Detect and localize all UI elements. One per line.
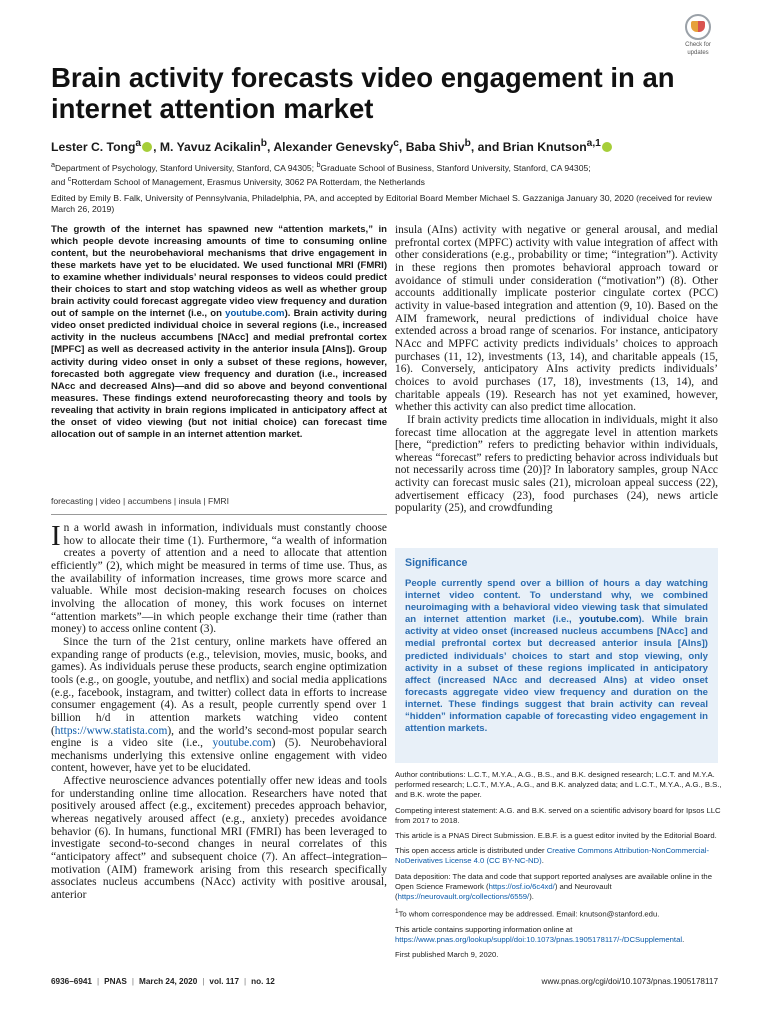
body-paragraph: insula (AIns) activity with negative or general arousal, and medial prefrontal cortex (MPFC) activity with value integration of affect with other considerations (e.g., probability or time; “integration”). Activity in these regions then promotes behavioral approach toward or avoidance of stimuli under consideration (“motivation”) (8). Other accounts additionally implicate posterior cingulate cortex (PCC) activity in value-based integration and attention (9, 10). Based on the AIM framework, neural predictions of individual choice have extended across a broad range of scenarios. For instance, anticipatory NAcc and MPFC activity predicts individuals’ choices to approach purchases (11, 12), investments (13, 14), and charitable appeals (15, 16). Conversely, anticipatory AIns activity predicts individuals’ choices to avoid purchases (17, 18), investments (13, 14), and charitable appeals (19). Research has not yet examined, however, whether this activity can also predict time allocation. <box>395 224 718 414</box>
correspondence-note: $^1$To whom correspondence may be addressed. Email: knutson@stanford.edu. <box>395 908 660 919</box>
badge-line1: Check for <box>685 42 711 48</box>
orcid-icon[interactable] <box>602 142 612 152</box>
footer-volume: vol. 117 <box>209 977 240 986</box>
competing-interest: Competing interest statement: A.G. and B.K. served on a scientific advisory board for Ipsos LLC from 2017 to 2018. <box>395 805 721 825</box>
open-access-note: This open access article is distributed under Creative Commons Attribution-NonCommercial-NoDerivatives License 4.0 (CC BY-NC-ND). <box>395 846 710 866</box>
author-affil-sup: a <box>135 138 142 149</box>
significance-text: People currently spend over a billion of hours a day watching internet video content. To understand why, we combined neuroimaging with a behavioral video viewing task that simulated an internet attention market (i.e., youtube.com). While brain activity at video onset (increased nucleus accumbens [NAcc] and medial prefrontal cortex but decreased anterior insula [AIns]) predicted individuals’ choices to start and stop viewing, only activity in a subset of these regions implicated in anticipatory affect (increased NAcc and decreased AIns) at video onset forecasts aggregate video view frequency and duration on the internet. These findings suggest that brain activity can reveal “hidden” information capable of forecasting video engagement in attention markets. <box>405 578 708 735</box>
check-for-updates-badge[interactable] <box>676 14 720 56</box>
article-title: Brain activity forecasts video engagement in an internet attention market <box>51 62 675 124</box>
author-affil-sup: c <box>393 138 399 149</box>
significance-box <box>395 548 718 763</box>
article-notes <box>395 770 725 966</box>
keywords: forecasting | video | accumbens | insula | FMRI <box>51 496 230 506</box>
license-link[interactable]: Creative Commons Attribution-NonCommercial-NoDerivatives License 4.0 (CC BY-NC-ND) <box>395 846 710 866</box>
significance-youtube-link[interactable]: youtube.com <box>579 614 639 626</box>
author-affil-sup: a,1 <box>586 138 601 149</box>
author-name[interactable]: Lester C. Tong <box>51 140 136 155</box>
affiliations: $^a$Department of Psychology, Stanford University, Stanford, CA 94305; $^b$Graduate School of Business, Stanford University, Stanford, CA 94305; and $^c$Rotterdam School of Management, Erasmus University, 3062 PA Rotterdam, the Netherlands <box>51 161 591 187</box>
author-name[interactable]: M. Yavuz Acikalin <box>159 140 261 155</box>
author-contributions: Author contributions: L.C.T., M.Y.A., A.G., B.S., and B.K. designed research; L.C.T. and M.Y.A. performed research; L.C.T., M.Y.A., A.G., and B.K. analyzed data; and L.C.T., M.Y.A., A.G., B.S., and B.K. wrote the paper. <box>395 770 722 800</box>
author-name[interactable]: Alexander Genevsky <box>273 140 394 155</box>
footer-journal: PNAS <box>104 977 127 986</box>
abstract-text: The growth of the internet has spawned new “attention markets,” in which people devote increasing amounts of time to consuming online content, but the neurobehavioral mechanisms that drive engagement in these markets have yet to be elucidated. We used functional MRI (FMRI) to examine whether individuals’ neural responses to videos could predict their choices to start and stop watching videos as well as whether group brain activity could forecast aggregate video view frequency and duration out of sample on the internet (i.e., on <box>51 224 387 320</box>
first-published-note: First published March 9, 2020. <box>395 950 499 960</box>
footer-doi-url[interactable]: www.pnas.org/cgi/doi/10.1073/pnas.1905178117 <box>541 977 718 986</box>
footer-pages: 6936–6941 <box>51 977 92 986</box>
abstract-youtube-link[interactable]: youtube.com <box>225 308 285 320</box>
statista-link[interactable]: https://www.statista.com <box>54 724 168 737</box>
body-paragraph: If brain activity predicts time allocation in individuals, might it also forecast time allocation at the aggregate level in attention markets [here, “prediction” refers to predicting behavior within individuals, whereas “forecast” refers to predicting behavior across individuals but not necessarily across time (20)]? In laboratory samples, group NAcc activity can forecast music sales (21), microloan appeal success (22), advertisement efficacy (23), food purchases (24), news article popularity (25), and crowdfunding <box>395 413 718 515</box>
supporting-info-link[interactable]: https://www.pnas.org/lookup/suppl/doi:10.1073/pnas.1905178117/-/DCSupplemental <box>395 935 683 945</box>
author-affil-sup: b <box>260 138 268 149</box>
divider <box>51 514 387 515</box>
edited-by-statement: Edited by Emily B. Falk, University of Pennsylvania, Philadelphia, PA, and accepted by Editorial Board Member Michael S. Gazzaniga January 30, 2020 (received for review March 26, 2019) <box>51 193 712 214</box>
author-affil-sup: b <box>464 138 471 149</box>
orcid-icon[interactable] <box>142 142 152 152</box>
check-for-updates-icon <box>685 14 711 40</box>
body-right-column <box>395 224 718 515</box>
body-paragraph: Affective neuroscience advances potentially offer new ideas and tools for understanding online time allocation. Researchers have noted that positively aroused affect (e.g., excitement) precedes approach behavior, whereas negatively aroused affect (e.g., anxiety) precedes avoidance behavior (6). In humans, functional MRI (FMRI) has been leveraged to investigate second-to-second changes in neural correlates of this “anticipatory affect” and subsequent choice (7). An affect–integration–motivation (AIM) framework arising from this research specifically associates nucleus accumbens (NAcc) activity with positive arousal, anterior <box>51 775 387 902</box>
abstract-text: ). Brain activity during video onset predicted individual choice in several regions (i.e., increased activity in the nucleus accumbens [NAcc] and medial prefrontal cortex [MPFC] as well as decreased activity in the anterior insula [AIns]). Group activity during video onset in only a subset of these regions, however, forecasted both aggregate view frequency and duration (i.e., increased NAcc and decreased AIns)—and did so above and beyond conventional measures. These findings extend neuroforecasting theory and tools by revealing that activity in brain regions implicated in anticipatory affect at the onset of video viewing (but not initial choice) can forecast time allocation out of sample in an internet attention market. <box>51 308 387 440</box>
supporting-info-note: This article contains supporting information online at https://www.pnas.org/lookup/suppl/doi:10.1073/pnas.1905178117/-/DCSupplemental. <box>395 925 685 945</box>
affiliation-a: Department of Psychology, Stanford University, Stanford, CA 94305; <box>54 162 315 173</box>
footer-issue: no. 12 <box>251 977 275 986</box>
body-paragraph: Since the turn of the 21st century, online markets have offered an expanding range of products (e.g., television, movies, music, books, and games). As individuals peruse these products, search engine optimization tools (e.g., on google, youtube, and netflix) and social media applications (e.g., facebook, instagram, and twitter) collect data in efforts to increase consumer engagement (4). As a result, people currently spend over 1 billion h/d in attention markets watching video content (https://www.statista.com), and the world’s second-most popular search engine is a video site (i.e., youtube.com) (5). Neurobehavioral mechanisms underlying this extensive online engagement with video content, however, have yet to be elucidated. <box>51 635 387 775</box>
direct-submission-note: This article is a PNAS Direct Submission. E.B.F. is a guest editor invited by the Editorial Board. <box>395 831 717 841</box>
abstract <box>51 224 387 441</box>
badge-line2: updates <box>687 50 709 56</box>
affiliation-c: Rotterdam School of Management, Erasmus University, 3062 PA Rotterdam, the Netherlands <box>71 176 425 187</box>
footer-citation: 6936–6941 | PNAS | March 24, 2020 | vol. 117 | no. 12 <box>51 977 275 986</box>
affiliation-b: Graduate School of Business, Stanford University, Stanford, CA 94305; <box>320 162 591 173</box>
osf-link[interactable]: https://osf.io/6c4xd/ <box>488 881 555 891</box>
drop-cap: I <box>51 520 61 552</box>
author-name[interactable]: Brian Knutson <box>502 140 587 155</box>
footer-date: March 24, 2020 <box>139 977 198 986</box>
significance-heading: Significance <box>405 557 468 569</box>
neurovault-link[interactable]: https://neurovault.org/collections/6559/ <box>397 892 530 902</box>
author-name[interactable]: Baba Shiv <box>405 140 465 155</box>
author-list: Lester C. Tong$^a$ , M. Yavuz Acikalin$^b$, Alexander Genevsky$^c$, Baba Shiv$^b$, and Brian Knutson$^{a,1}$ <box>51 136 731 155</box>
body-left-column <box>51 522 387 902</box>
author-join: and <box>477 140 500 155</box>
data-deposition-note: Data deposition: The data and code that support reported analyses are available online in the Open Science Framework (https://osf.io/6c4xd/) and Neurovault (https://neurovault.org/collections/6559/). <box>395 871 712 902</box>
affiliation-c-prefix: and <box>51 176 66 187</box>
youtube-link[interactable]: youtube.com <box>212 737 272 750</box>
body-paragraph: In a world awash in information, individuals must constantly choose how to allocate their time (1). Furthermore, “a wealth of information creates a poverty of attention and a need to allocate that attention efficiently” (2), which might be measured in terms of time use. Thus, as the availability of information increases, time grows more scarce and valuable. While most decision-making research focuses on choices involving the allocation of money, this work focuses on internet “attention markets”—in which people exchange their time (rather than money) to access online content (3). <box>51 520 387 636</box>
